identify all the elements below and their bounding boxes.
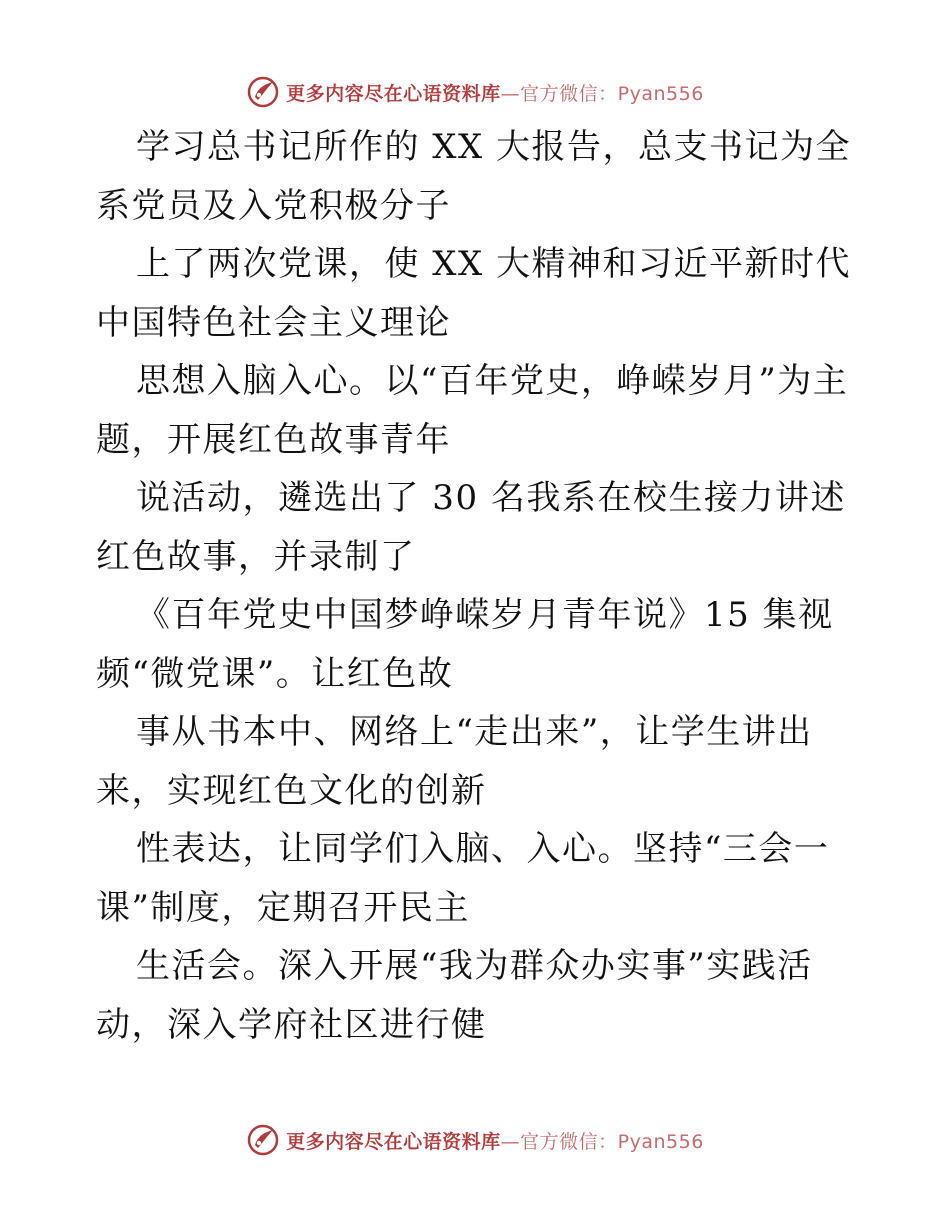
paragraph: 思想入脑入心。以“百年党史，峥嵘岁月”为主题，开展红色故事青年 <box>96 361 849 460</box>
seal-logo-icon <box>246 75 280 109</box>
watermark-text: 更多内容尽在心语资料库—官方微信：Pyan556 <box>286 1130 704 1153</box>
header-watermark <box>0 72 950 112</box>
paragraph: 上了两次党课，使 XX 大精神和习近平新时代中国特色社会主义理论 <box>96 244 852 343</box>
watermark-text: 更多内容尽在心语资料库—官方微信：Pyan556 <box>286 82 704 105</box>
document-body <box>96 118 856 1054</box>
paragraph: 学习总书记所作的 XX 大报告，总支书记为全系党员及入党积极分子 <box>96 127 852 226</box>
paragraph: 《百年党史中国梦峥嵘岁月青年说》15 集视频“微党课”。让红色故 <box>96 595 834 694</box>
paragraph: 生活会。深入开展“我为群众办实事”实践活动，深入学府社区进行健 <box>96 946 813 1045</box>
paragraph: 说活动，遴选出了 30 名我系在校生接力讲述红色故事，并录制了 <box>96 478 846 577</box>
seal-logo-icon <box>246 1123 280 1157</box>
paragraph: 事从书本中、网络上“走出来”，让学生讲出来，实现红色文化的创新 <box>96 712 813 811</box>
paragraph: 性表达，让同学们入脑、入心。坚持“三会一课”制度，定期召开民主 <box>96 829 830 928</box>
footer-watermark <box>0 1120 950 1160</box>
